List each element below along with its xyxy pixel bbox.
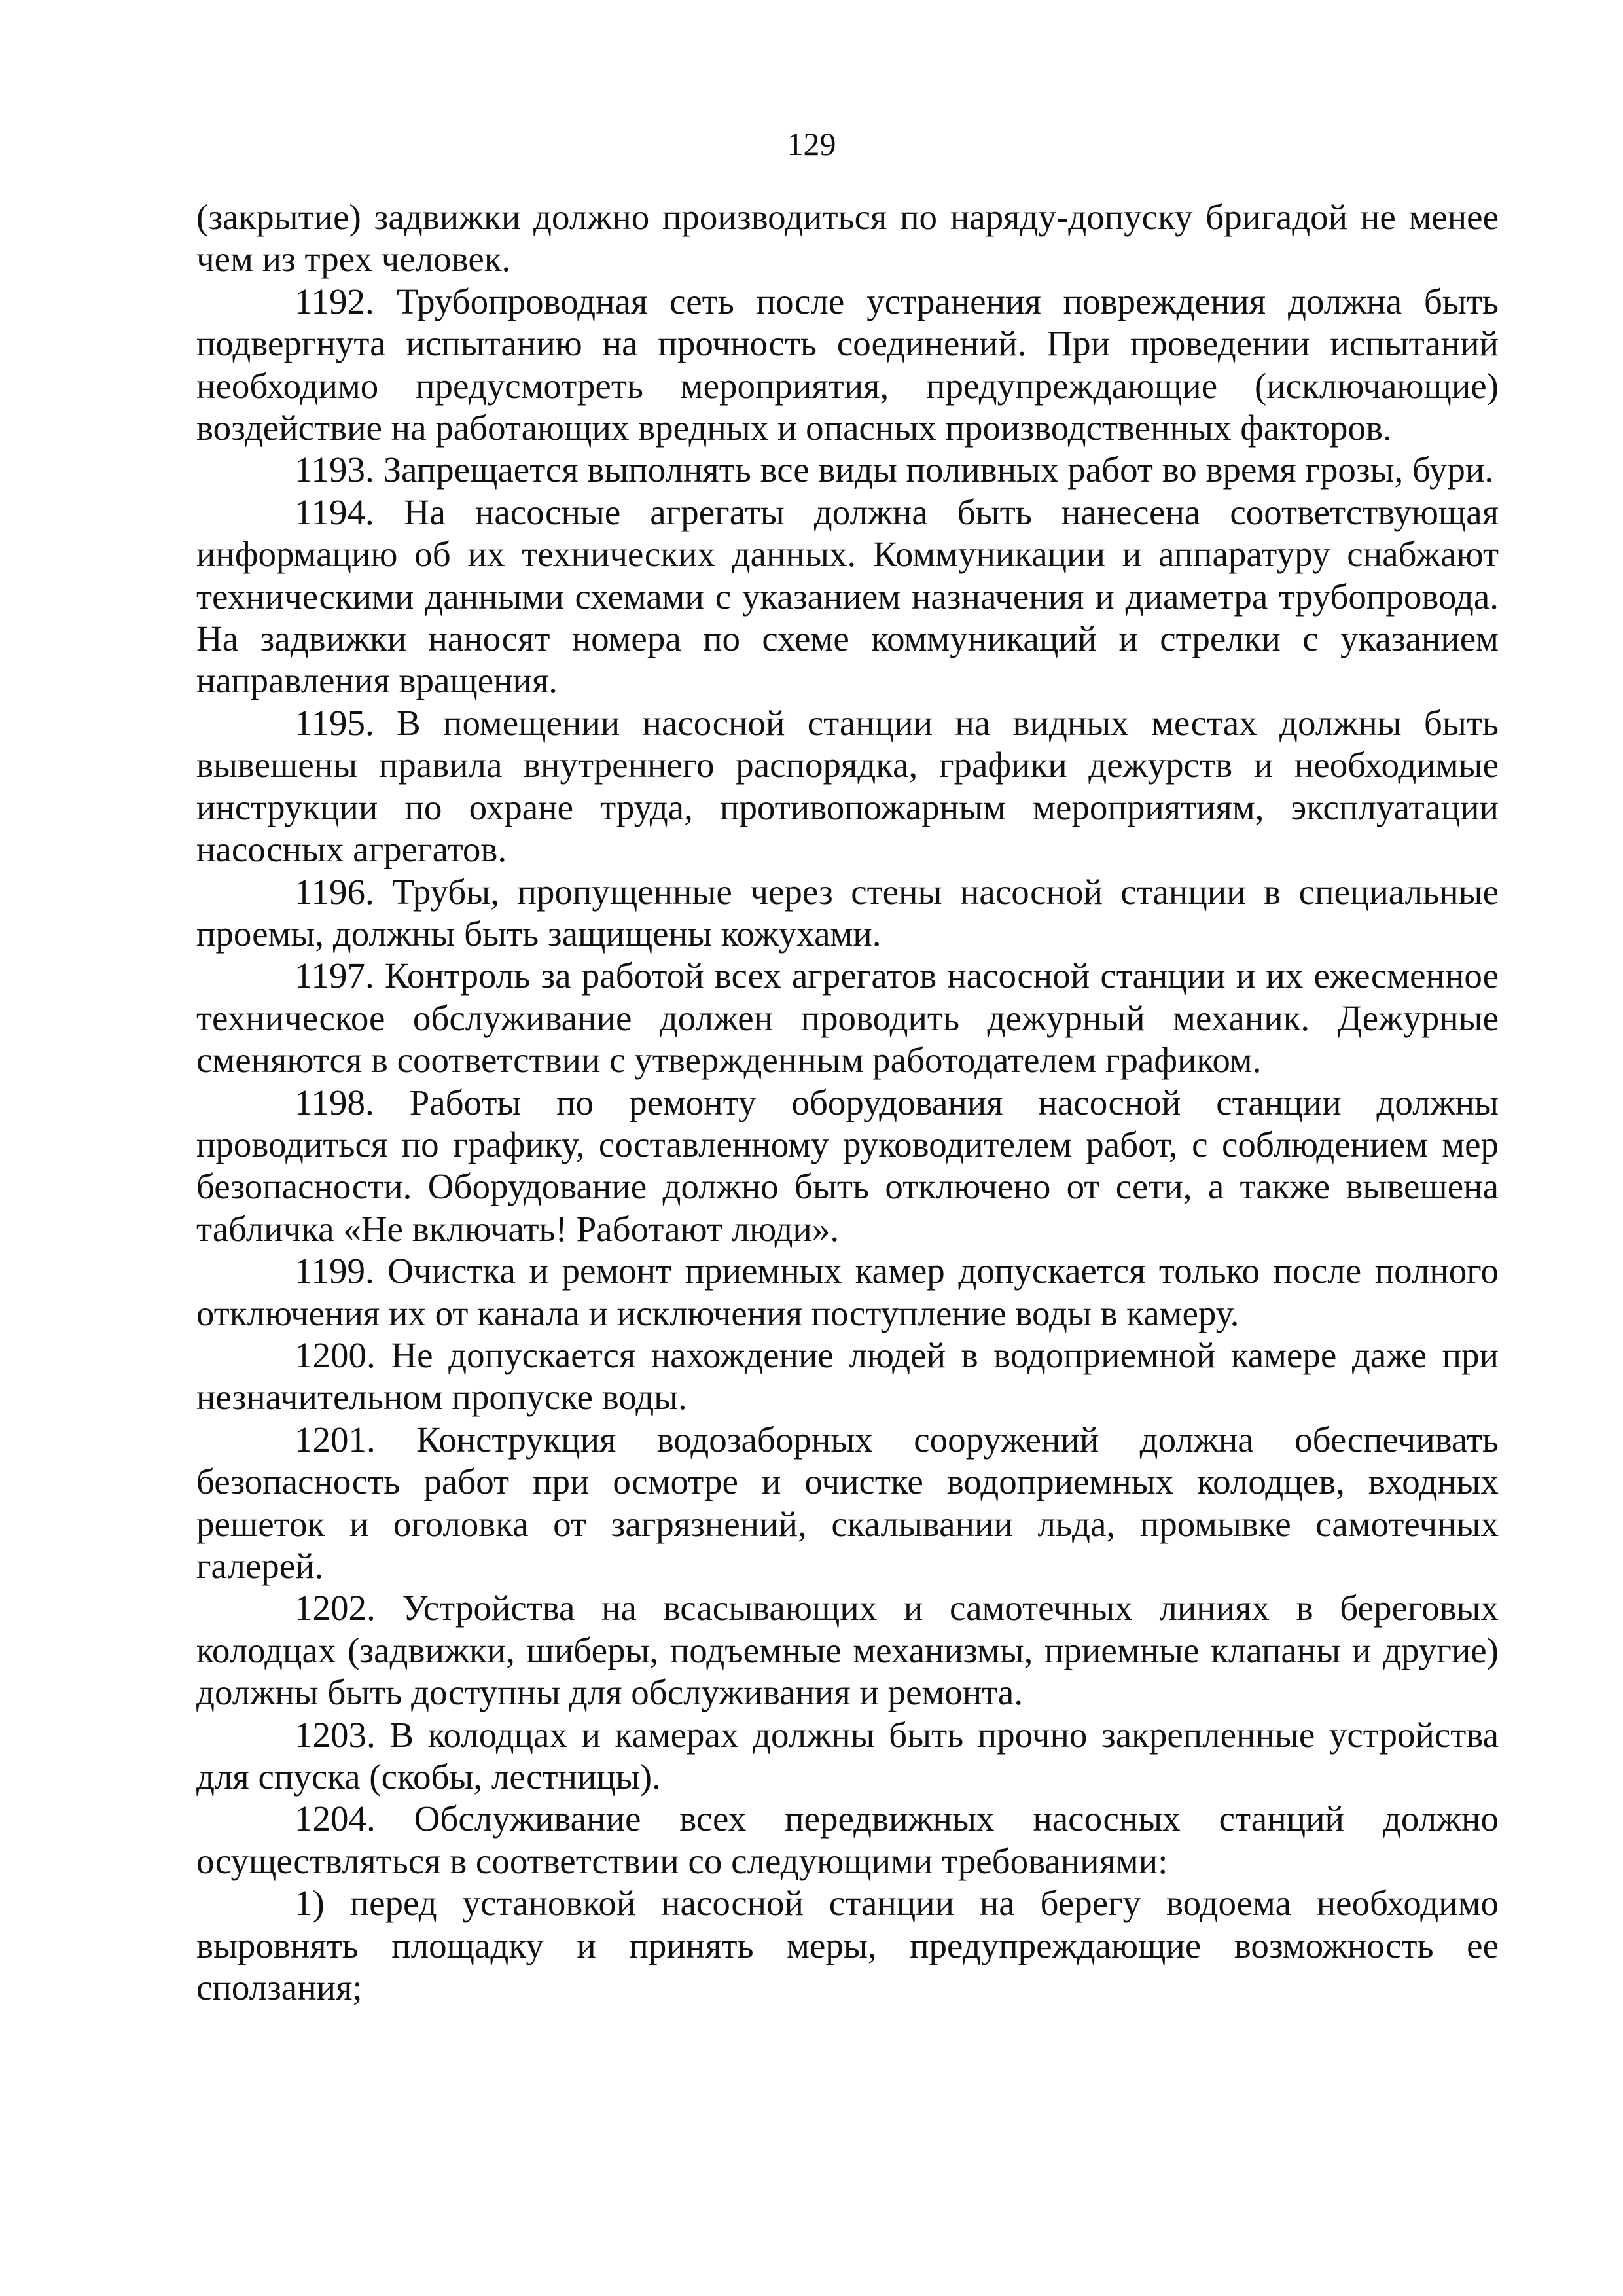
paragraph-1201: 1201. Конструкция водозаборных сооружений должна обеспечивать безопасность работ при осмотре и очистке водоприемных колодцев, входных решеток и оголовка от загрязнений, скалывании льда, промывке самотечных галерей.: [196, 1419, 1499, 1586]
paragraph-1195: 1195. В помещении насосной станции на видных местах должны быть вывешены правила внутреннего распорядка, графики дежурств и необходимые инструкции по охране труда, противопожарным мероприятиям, эксплуатации насосных агрегатов.: [196, 702, 1499, 870]
paragraph-continuation: (закрытие) задвижки должно производиться по наряду-допуску бригадой не менее чем из трех человек.: [196, 197, 1499, 279]
paragraph-1204: 1204. Обслуживание всех передвижных насосных станций должно осуществляться в соответствии со следующими требованиями:: [196, 1799, 1499, 1881]
page-number: 129: [787, 126, 836, 162]
paragraph-1196: 1196. Трубы, пропущенные через стены насосной станции в специальные проемы, должны быть защищены кожухами.: [196, 871, 1499, 954]
paragraph-1192: 1192. Трубопроводная сеть после устранения повреждения должна быть подвергнута испытанию на прочность соединений. При проведении испытаний необходимо предусмотреть мероприятия, предупреждающие (исключающие) воздействие на работающих вредных и опасных производственных факторов.: [196, 281, 1499, 448]
paragraph-1194: 1194. На насосные агрегаты должна быть нанесена соответствующая информацию об их технических данных. Коммуникации и аппаратуру снабжают техническими данными схемами с указанием назначения и диаметра трубопровода. На задвижки наносят номера по схеме коммуникаций и стрелки с указанием направления вращения.: [196, 492, 1499, 701]
paragraph-1193: 1193. Запрещается выполнять все виды поливных работ во время грозы, бури.: [294, 450, 1494, 490]
paragraph-1198: 1198. Работы по ремонту оборудования насосной станции должны проводиться по графику, составленному руководителем работ, с соблюдением мер безопасности. Оборудование должно быть отключено от сети, а также вывешена табличка «Не включать! Работают люди».: [196, 1082, 1499, 1249]
paragraph-1203: 1203. В колодцах и камерах должны быть прочно закрепленные устройства для спуска (скобы, лестницы).: [196, 1714, 1499, 1797]
document-body: [196, 196, 1499, 2009]
paragraph-1200: 1200. Не допускается нахождение людей в водоприемной камере даже при незначительном пропуске воды.: [196, 1335, 1499, 1418]
paragraph-1199: 1199. Очистка и ремонт приемных камер допускается только после полного отключения их от канала и исключения поступление воды в камеру.: [196, 1251, 1499, 1333]
paragraph-1204-item-1: 1) перед установкой насосной станции на берегу водоема необходимо выровнять площадку и принять меры, предупреждающие возможность ее сползания;: [196, 1883, 1499, 2008]
paragraph-1197: 1197. Контроль за работой всех агрегатов насосной станции и их ежесменное техническое обслуживание должен проводить дежурный механик. Дежурные сменяются в соответствии с утвержденным работодателем графиком.: [196, 956, 1499, 1081]
paragraph-1202: 1202. Устройства на всасывающих и самотечных линиях в береговых колодцах (задвижки, шиберы, подъемные механизмы, приемные клапаны и другие) должны быть доступны для обслуживания и ремонта.: [196, 1588, 1499, 1713]
